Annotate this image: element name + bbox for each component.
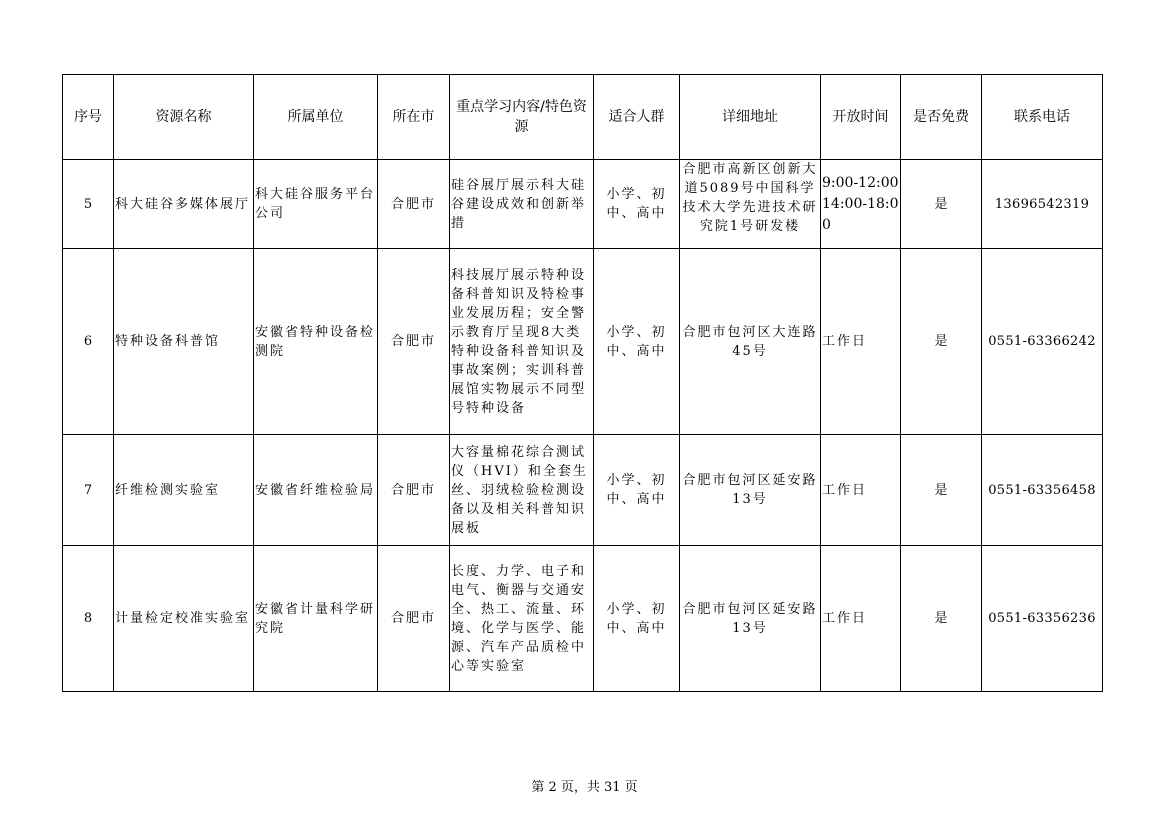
cell-content: 科技展厅展示特种设备科普知识及特检事业发展历程；安全警示教育厅呈现8大类特种设备科普知识及事故案例；实训科普展馆实物展示不同型号特种设备: [450, 249, 594, 435]
cell-seq: 6: [63, 249, 114, 435]
cell-city: 合肥市: [378, 249, 450, 435]
cell-hours: 工作日: [821, 435, 901, 546]
cell-free: 是: [901, 160, 982, 249]
cell-city: 合肥市: [378, 546, 450, 692]
cell-audience: 小学、初中、高中: [594, 435, 680, 546]
cell-audience: 小学、初中、高中: [594, 160, 680, 249]
header-seq: 序号: [63, 75, 114, 160]
cell-name-text: 科大硅谷多媒体展厅: [115, 196, 251, 212]
resource-table: [62, 74, 1103, 692]
table-row: [63, 546, 1103, 692]
cell-content: 大容量棉花综合测试仪（HVI）和全套生丝、羽绒检验检测设备以及相关科普知识展板: [450, 435, 594, 546]
cell-address: 合肥市包河区延安路13号: [680, 546, 821, 692]
cell-address: 合肥市包河区延安路13号: [680, 435, 821, 546]
cell-phone: 0551-63356236: [982, 546, 1103, 692]
cell-seq: 7: [63, 435, 114, 546]
cell-content: 硅谷展厅展示科大硅谷建设成效和创新举措: [450, 160, 594, 249]
header-city: 所在市: [378, 75, 450, 160]
cell-unit: 安徽省纤维检验局: [254, 435, 378, 546]
cell-address-text: 合肥市高新区创新大道5089号中国科学技术大学先进技术研究院1号研发楼: [682, 162, 818, 234]
cell-unit: 科大硅谷服务平台公司: [254, 160, 378, 249]
header-content: 重点学习内容/特色资源: [450, 75, 594, 160]
cell-phone: 0551-63366242: [982, 249, 1103, 435]
header-phone: 联系电话: [982, 75, 1103, 160]
cell-phone: 0551-63356458: [982, 435, 1103, 546]
cell-address: 合肥市包河区大连路45号: [680, 249, 821, 435]
header-name: 资源名称: [114, 75, 254, 160]
cell-hours: 工作日: [821, 249, 901, 435]
cell-city: 合肥市: [378, 160, 450, 249]
table-row: [63, 160, 1103, 249]
cell-free: 是: [901, 435, 982, 546]
cell-unit: 安徽省计量科学研究院: [254, 546, 378, 692]
cell-unit: 安徽省特种设备检测院: [254, 249, 378, 435]
cell-free: 是: [901, 249, 982, 435]
cell-seq: 8: [63, 546, 114, 692]
cell-audience: 小学、初中、高中: [594, 546, 680, 692]
header-hours: 开放时间: [821, 75, 901, 160]
table-row: [63, 435, 1103, 546]
page-footer: 第 2 页，共 31 页: [531, 780, 638, 795]
cell-free: 是: [901, 546, 982, 692]
cell-hours: 工作日: [821, 546, 901, 692]
header-free: 是否免费: [901, 75, 982, 160]
header-unit: 所属单位: [254, 75, 378, 160]
cell-name: [114, 160, 254, 249]
cell-content: 长度、力学、电子和电气、衡器与交通安全、热工、流量、环境、化学与医学、能源、汽车产品质检中心等实验室: [450, 546, 594, 692]
cell-seq: 5: [63, 160, 114, 249]
table-row: [63, 249, 1103, 435]
cell-name: 纤维检测实验室: [114, 435, 254, 546]
cell-name: 特种设备科普馆: [114, 249, 254, 435]
header-audience: 适合人群: [594, 75, 680, 160]
cell-address: [680, 160, 821, 249]
cell-city: 合肥市: [378, 435, 450, 546]
cell-phone: 13696542319: [982, 160, 1103, 249]
cell-name: 计量检定校准实验室: [114, 546, 254, 692]
header-address: 详细地址: [680, 75, 821, 160]
header-row: [63, 75, 1103, 160]
cell-hours: 9:00-12:00 14:00-18:00: [821, 160, 901, 249]
cell-audience: 小学、初中、高中: [594, 249, 680, 435]
